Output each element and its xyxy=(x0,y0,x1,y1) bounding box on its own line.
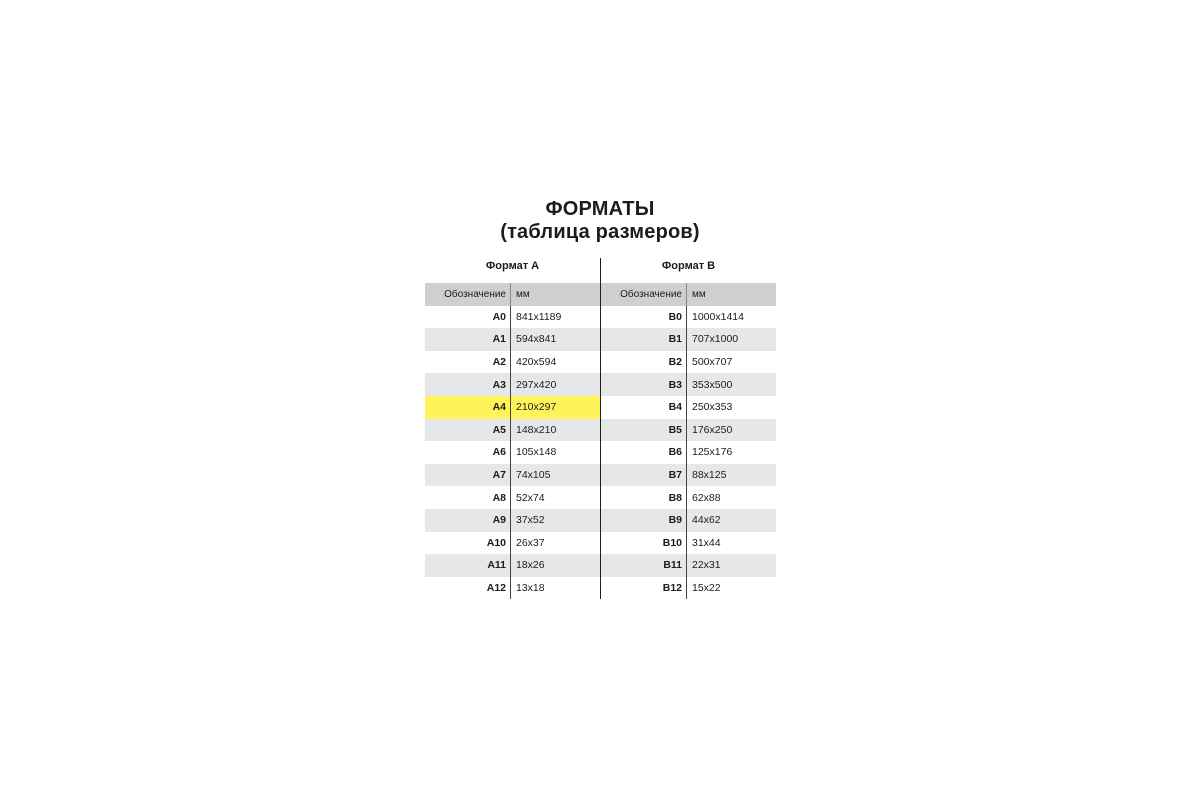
table-row xyxy=(601,396,776,419)
format-name: B8 xyxy=(601,486,687,509)
format-name: A8 xyxy=(425,486,511,509)
format-name: A0 xyxy=(425,306,511,329)
format-name: B12 xyxy=(601,577,687,600)
format-size: 31x44 xyxy=(692,536,721,549)
format-size: 250x353 xyxy=(692,401,733,414)
table-row xyxy=(601,441,776,464)
page-subtitle: (таблица размеров) xyxy=(500,221,700,243)
designation-header: Обозначение xyxy=(425,283,511,306)
format-size: 594x841 xyxy=(516,333,557,346)
table-row xyxy=(601,328,776,351)
table-row xyxy=(601,373,776,396)
format-name: A2 xyxy=(425,351,511,374)
format-name: B0 xyxy=(601,306,687,329)
table-row xyxy=(601,306,776,329)
format-name: A9 xyxy=(425,509,511,532)
table-row xyxy=(425,396,600,419)
formats-table xyxy=(425,254,776,599)
format-b-title: Формат В xyxy=(661,260,716,272)
format-name: A7 xyxy=(425,464,511,487)
format-size: 37x52 xyxy=(516,514,545,527)
format-name: B10 xyxy=(601,532,687,555)
format-size: 841x1189 xyxy=(516,310,562,323)
format-size: 26x37 xyxy=(516,536,545,549)
format-size: 1000x1414 xyxy=(692,310,744,323)
unit-header: мм xyxy=(516,288,530,300)
format-name: A4 xyxy=(425,396,511,419)
table-row xyxy=(425,419,600,442)
format-size: 707x1000 xyxy=(692,333,739,346)
format-size: 88x125 xyxy=(692,469,727,482)
format-size: 353x500 xyxy=(692,378,733,391)
format-a-column xyxy=(425,254,600,599)
format-size: 105x148 xyxy=(516,446,557,459)
format-name: B7 xyxy=(601,464,687,487)
format-name: A11 xyxy=(425,554,511,577)
table-row xyxy=(601,577,776,600)
table-row xyxy=(425,486,600,509)
format-size: 148x210 xyxy=(516,423,557,436)
table-row xyxy=(425,464,600,487)
table-row xyxy=(425,554,600,577)
format-size: 44x62 xyxy=(692,514,721,527)
format-name: B6 xyxy=(601,441,687,464)
format-name: B1 xyxy=(601,328,687,351)
format-a-rows xyxy=(425,306,600,600)
format-size: 15x22 xyxy=(692,582,721,595)
format-name: A3 xyxy=(425,373,511,396)
format-size: 22x31 xyxy=(692,559,721,572)
format-size: 420x594 xyxy=(516,356,557,369)
table-row xyxy=(601,419,776,442)
table-row xyxy=(601,509,776,532)
format-b-header-row xyxy=(601,283,776,306)
format-name: B3 xyxy=(601,373,687,396)
table-row xyxy=(601,554,776,577)
table-row xyxy=(425,509,600,532)
format-b-rows xyxy=(601,306,776,600)
page-title: ФОРМАТЫ xyxy=(545,198,655,220)
format-name: A5 xyxy=(425,419,511,442)
format-size: 52x74 xyxy=(516,491,545,504)
format-size: 18x26 xyxy=(516,559,545,572)
format-name: A10 xyxy=(425,532,511,555)
format-name: B2 xyxy=(601,351,687,374)
format-size: 125x176 xyxy=(692,446,733,459)
format-name: A12 xyxy=(425,577,511,600)
table-row xyxy=(601,464,776,487)
table-row xyxy=(425,306,600,329)
table-row xyxy=(425,441,600,464)
format-name: B11 xyxy=(601,554,687,577)
format-name: A6 xyxy=(425,441,511,464)
format-size: 176x250 xyxy=(692,423,733,436)
table-row xyxy=(601,351,776,374)
format-a-title: Формат А xyxy=(485,260,540,272)
table-row xyxy=(425,373,600,396)
format-name: B5 xyxy=(601,419,687,442)
format-size: 210x297 xyxy=(516,401,557,414)
designation-header: Обозначение xyxy=(601,283,687,306)
table-row xyxy=(425,532,600,555)
format-size: 13x18 xyxy=(516,582,545,595)
format-size: 297x420 xyxy=(516,378,557,391)
table-row xyxy=(601,486,776,509)
table-row xyxy=(425,577,600,600)
table-row xyxy=(425,328,600,351)
format-size: 74x105 xyxy=(516,469,551,482)
format-size: 62x88 xyxy=(692,491,721,504)
table-row xyxy=(425,351,600,374)
table-row xyxy=(601,532,776,555)
format-size: 500x707 xyxy=(692,356,733,369)
unit-header: мм xyxy=(692,288,706,300)
format-name: A1 xyxy=(425,328,511,351)
format-a-header-row xyxy=(425,283,600,306)
format-b-column xyxy=(601,254,776,599)
format-name: B4 xyxy=(601,396,687,419)
format-name: B9 xyxy=(601,509,687,532)
